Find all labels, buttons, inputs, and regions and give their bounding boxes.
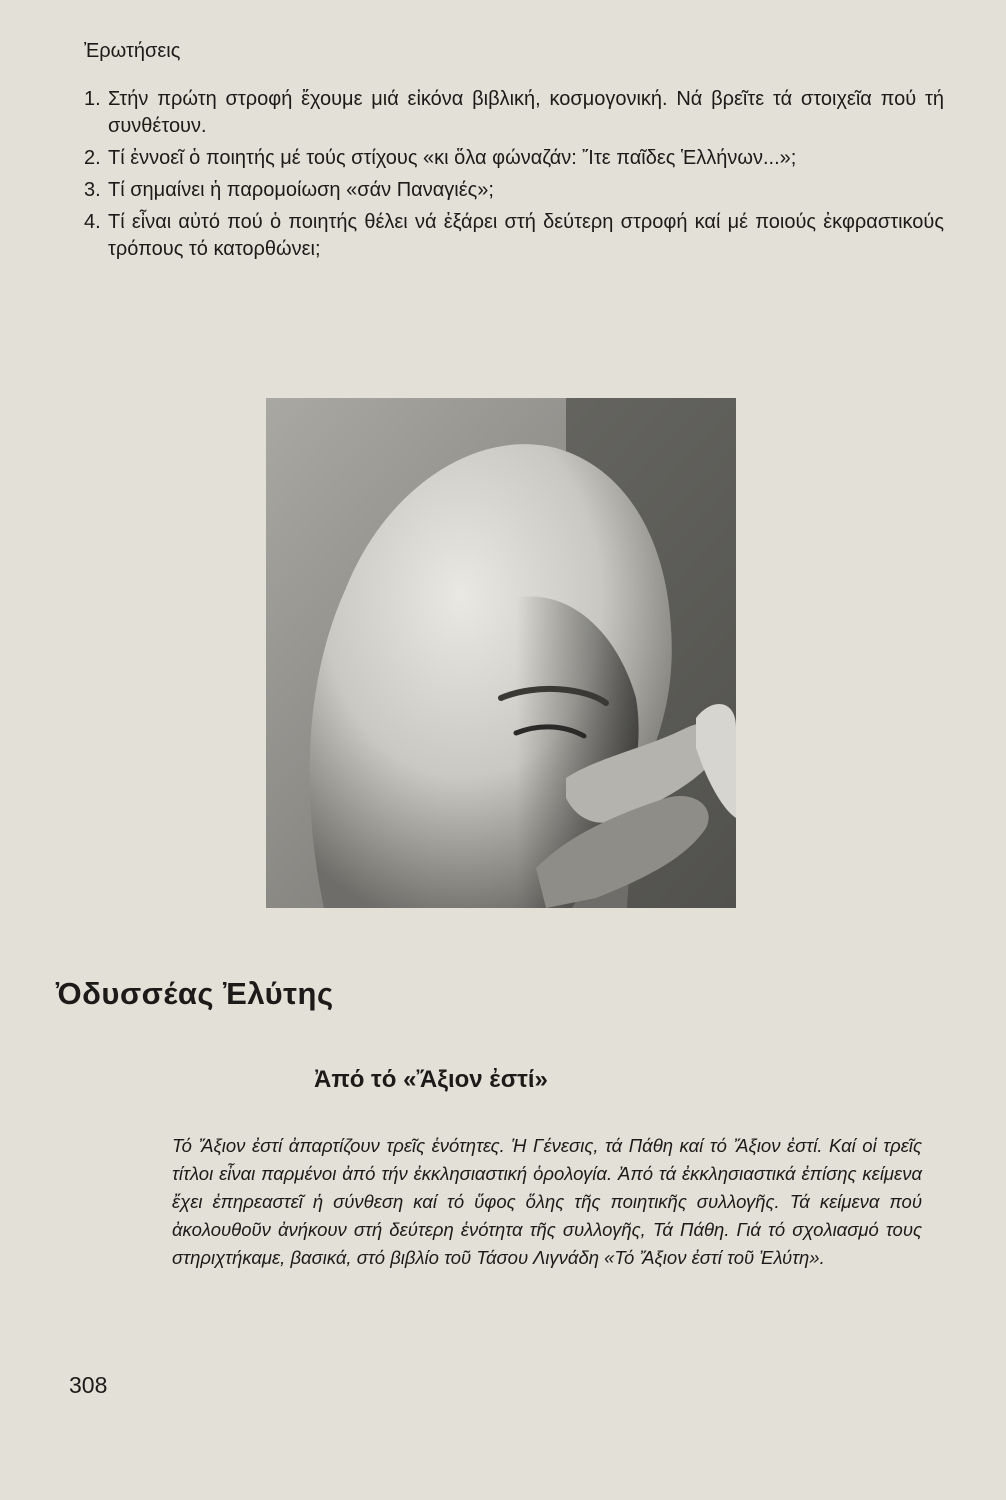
question-item bbox=[84, 86, 944, 140]
portrait-image bbox=[266, 398, 736, 908]
question-item bbox=[84, 177, 944, 204]
question-text: Στήν πρώτη στροφή ἔχουμε μιά εἰκόνα βιβλική, κοσμογονική. Νά βρεῖτε τά στοιχεῖα πού τή συνθέτουν. bbox=[108, 88, 944, 137]
author-name-heading: Ὀδυσσέας Ἐλύτης bbox=[56, 976, 334, 1011]
author-portrait-photo bbox=[266, 398, 736, 908]
question-number: 2. bbox=[84, 147, 101, 169]
question-item bbox=[84, 209, 944, 263]
question-item bbox=[84, 145, 944, 172]
question-number: 1. bbox=[84, 88, 101, 110]
question-text: Τί εἶναι αὐτό πού ὁ ποιητής θέλει νά ἐξάρει στή δεύτερη στροφή καί μέ ποιούς ἐκφραστικούς τρόπους τό κατορθώνει; bbox=[108, 211, 944, 260]
question-number: 4. bbox=[84, 211, 101, 233]
question-text: Τί σημαίνει ἡ παρομοίωση «σάν Παναγιές»; bbox=[108, 179, 494, 201]
question-number: 3. bbox=[84, 179, 101, 201]
page-number: 308 bbox=[69, 1372, 108, 1398]
questions-list bbox=[84, 86, 944, 268]
poem-title-heading: Ἀπό τό «Ἄξιον ἐστί» bbox=[314, 1066, 548, 1093]
section-label-questions: Ἐρωτήσεις bbox=[84, 40, 181, 62]
question-text: Τί ἐννοεῖ ὁ ποιητής μέ τούς στίχους «κι ὅλα φώναζάν: Ἴτε παῖδες Ἑλλήνων...»; bbox=[108, 147, 797, 169]
intro-paragraph: Τό Ἄξιον ἐστί ἀπαρτίζουν τρεῖς ἑνότητες. Ἡ Γένεσις, τά Πάθη καί τό Ἄξιον ἐστί. Καί οἱ τρεῖς τίτλοι εἶναι παρμένοι ἀπό τήν ἐκκλησιαστική ὁρολογία. Ἀπό τά ἐκκλησιαστικά ἐπίσης κείμενα ἔχει ἐπηρεαστεῖ ἡ σύνθεση καί τό ὕφος ὅλης τῆς ποιητικῆς συλλογῆς. Τά κείμενα πού ἀκολουθοῦν ἀνήκουν στή δεύτερη ἑνότητα τῆς συλλογῆς, Τά Πάθη. Γιά τό σχολιασμό τους στηριχτήκαμε, βασικά, στό βιβλίο τοῦ Τάσου Λιγνάδη «Τό Ἄξιον ἐστί τοῦ Ἐλύτη». bbox=[172, 1135, 922, 1268]
